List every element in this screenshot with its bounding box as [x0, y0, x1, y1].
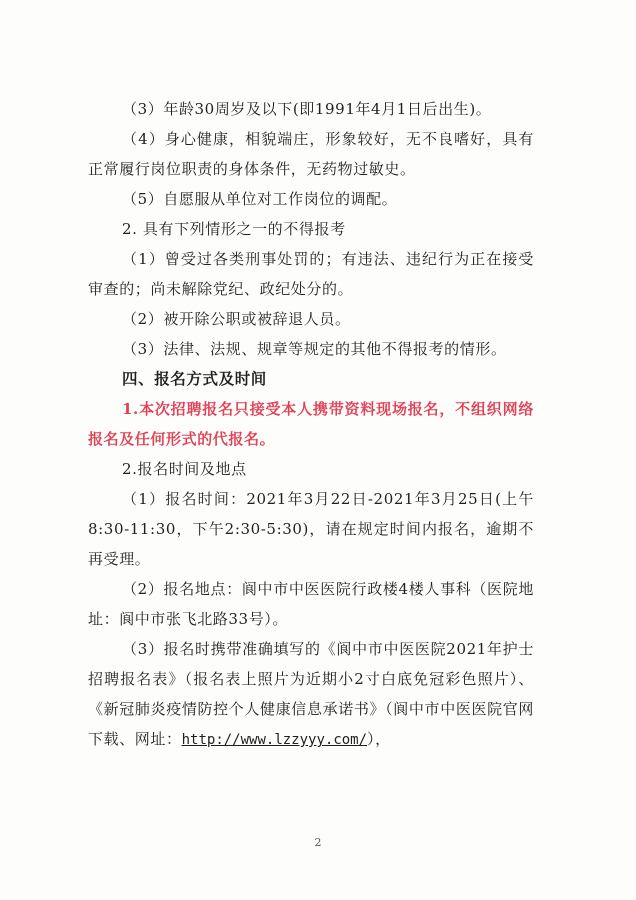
registration-notice: 1.本次招聘报名只接受本人携带资料现场报名，不组织网络报名及任何形式的代报名。: [88, 400, 534, 448]
registration-materials: [88, 634, 534, 755]
section-heading-registration: 四、报名方式及时间: [122, 370, 267, 388]
disqualification-criminal: （1）曾受过各类刑事处罚的；有违法、违纪行为正在接受审查的；尚未解除党纪、政纪处分的。: [88, 250, 534, 298]
disqualification-heading: 2. 具有下列情形之一的不得报考: [122, 220, 346, 238]
registration-time-place-heading: 2.报名时间及地点: [122, 460, 247, 478]
registration-materials-text: （3）报名时携带准确填写的《阆中市中医医院2021年护士招聘报名表》（报名表上照片为近期小2寸白底免冠彩色照片）、《新冠肺炎疫情防控个人健康信息承诺书》（阆中市中医医院官网下载、网址：: [88, 640, 534, 748]
registration-materials-tail: ），: [367, 730, 391, 748]
disqualification-dismissed: （2）被开除公职或被辞退人员。: [122, 310, 351, 328]
assignment-requirement: （5）自愿服从单位对工作岗位的调配。: [122, 190, 398, 208]
page-number: 2: [314, 836, 322, 849]
disqualification-other: （3）法律、法规、规章等规定的其他不得报考的情形。: [122, 340, 507, 358]
age-requirement: （3）年龄30周岁及以下(即1991年4月1日后出生)。: [122, 100, 492, 118]
registration-time: （1）报名时间：2021年3月22日-2021年3月25日(上午8:30-11:30，下午2:30-5:30)，请在规定时间内报名，逾期不再受理。: [88, 490, 534, 568]
document-body: [88, 94, 534, 755]
health-requirement: （4）身心健康，相貌端庄，形象较好，无不良嗜好，具有正常履行岗位职责的身体条件，无药物过敏史。: [88, 130, 534, 178]
registration-location: （2）报名地点：阆中市中医医院行政楼4楼人事科（医院地址：阆中市张飞北路33号）。: [88, 580, 534, 628]
website-link[interactable]: http://www.lzzyyy.com/: [181, 732, 368, 748]
